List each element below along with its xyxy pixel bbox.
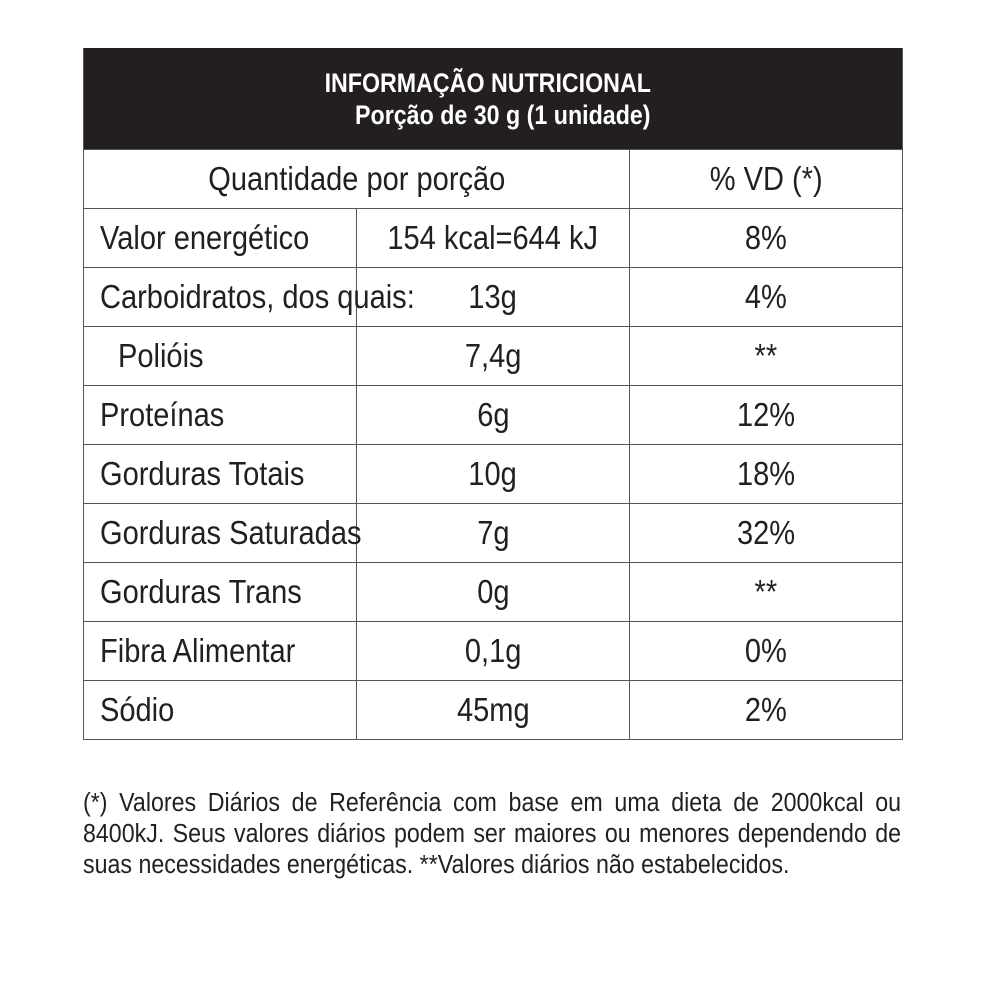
table-row [84,563,902,622]
table-row [84,445,902,504]
nutrient-name: Proteínas [84,386,357,445]
nutrient-amount: 13g [357,268,630,327]
nutrient-amount: 0,1g [357,622,630,681]
nutrient-vd: 0% [629,622,902,681]
table-row [84,327,902,386]
column-header-quantity: Quantidade por porção [84,150,629,209]
nutrient-vd: 8% [629,209,902,268]
nutrient-amount: 7g [357,504,630,563]
nutrient-vd: ** [629,563,902,622]
nutrient-amount: 45mg [357,681,630,740]
nutrient-name: Valor energético [84,209,357,268]
nutrient-name: Polióis [84,327,357,386]
nutrient-name: Carboidratos, dos quais: [84,268,357,327]
nutrient-vd: 18% [629,445,902,504]
column-header-vd: % VD (*) [629,150,902,209]
nutrition-table [84,149,902,739]
nutrient-amount: 6g [357,386,630,445]
nutrient-name: Gorduras Trans [84,563,357,622]
nutrient-name: Gorduras Totais [84,445,357,504]
nutrient-name: Sódio [84,681,357,740]
nutrition-facts-label [83,48,903,740]
table-row [84,622,902,681]
table-row [84,681,902,740]
table-row [84,268,902,327]
label-header [84,48,902,149]
nutrient-amount: 7,4g [357,327,630,386]
nutrient-amount: 10g [357,445,630,504]
table-row [84,386,902,445]
nutrient-vd: 12% [629,386,902,445]
serving-size: Porção de 30 g (1 unidade) [355,99,651,130]
column-header-row [84,150,902,209]
table-row [84,209,902,268]
nutrient-vd: 2% [629,681,902,740]
nutrient-vd: ** [629,327,902,386]
nutrient-vd: 4% [629,268,902,327]
nutrient-vd: 32% [629,504,902,563]
label-title: INFORMAÇÃO NUTRICIONAL [324,67,652,98]
nutrient-name: Gorduras Saturadas [84,504,357,563]
table-row [84,504,902,563]
nutrient-name: Fibra Alimentar [84,622,357,681]
nutrient-amount: 154 kcal=644 kJ [357,209,630,268]
footnote: (*) Valores Diários de Referência com base em uma dieta de 2000kcal ou 8400kJ. Seus valores diários podem ser maiores ou menores dependendo de suas necessidades energéticas. **Valores diários não estabelecidos. [83,789,902,879]
nutrient-amount: 0g [357,563,630,622]
